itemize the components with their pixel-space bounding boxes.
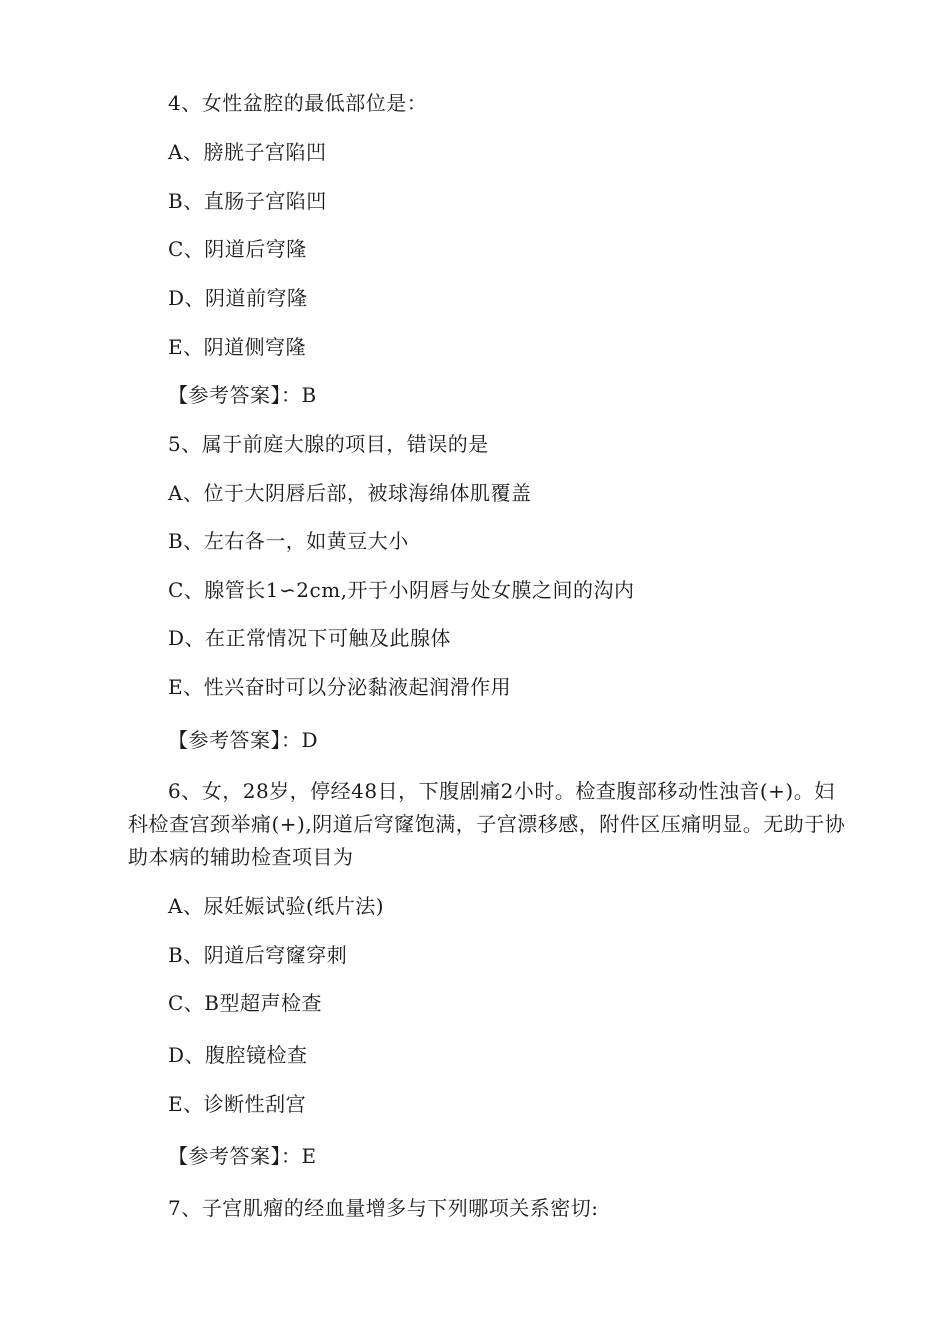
question-4-option-a: A、膀胱子宫陷凹 (168, 140, 327, 164)
question-4-stem: 4、女性盆腔的最低部位是： (168, 91, 428, 115)
question-6-option-c: C、B型超声检查 (168, 991, 322, 1015)
question-6-option-a: A、尿妊娠试验(纸片法) (168, 894, 385, 918)
question-5-option-b: B、左右各一，如黄豆大小 (168, 529, 409, 553)
question-5-answer: 【参考答案】：D (168, 728, 319, 752)
question-5-option-d: D、在正常情况下可触及此腺体 (168, 626, 452, 650)
question-4-option-b: B、直肠子宫陷凹 (168, 189, 327, 213)
question-6-option-b: B、阴道后穹窿穿刺 (168, 943, 348, 967)
question-4-option-c: C、阴道后穹隆 (168, 237, 307, 261)
question-4-option-e: E、阴道侧穹隆 (168, 335, 307, 359)
question-4-option-d: D、阴道前穹隆 (168, 286, 308, 310)
question-6-answer: 【参考答案】：E (168, 1144, 317, 1168)
question-6-option-d: D、腹腔镜检查 (168, 1043, 308, 1067)
question-6-stem: 6、女，28岁，停经48日，下腹剧痛2小时。检查腹部移动性浊音(+)。妇科检查宫颈举痛(+),阴道后穹窿饱满，子宫漂移感，附件区压痛明显。无助于协助本病的辅助检查项目为 (128, 779, 846, 869)
question-4-answer: 【参考答案】：B (168, 383, 317, 407)
question-5-option-e: E、性兴奋时可以分泌黏液起润滑作用 (168, 675, 512, 699)
question-5-option-a: A、位于大阴唇后部，被球海绵体肌覆盖 (168, 481, 532, 505)
question-7-stem: 7、子宫肌瘤的经血量增多与下列哪项关系密切: (168, 1196, 599, 1220)
question-5-option-c: C、腺管长1∽2cm,开于小阴唇与处女膜之间的沟内 (168, 578, 635, 602)
question-6-option-e: E、诊断性刮宫 (168, 1092, 307, 1116)
question-5-stem: 5、属于前庭大腺的项目，错误的是 (168, 432, 489, 456)
